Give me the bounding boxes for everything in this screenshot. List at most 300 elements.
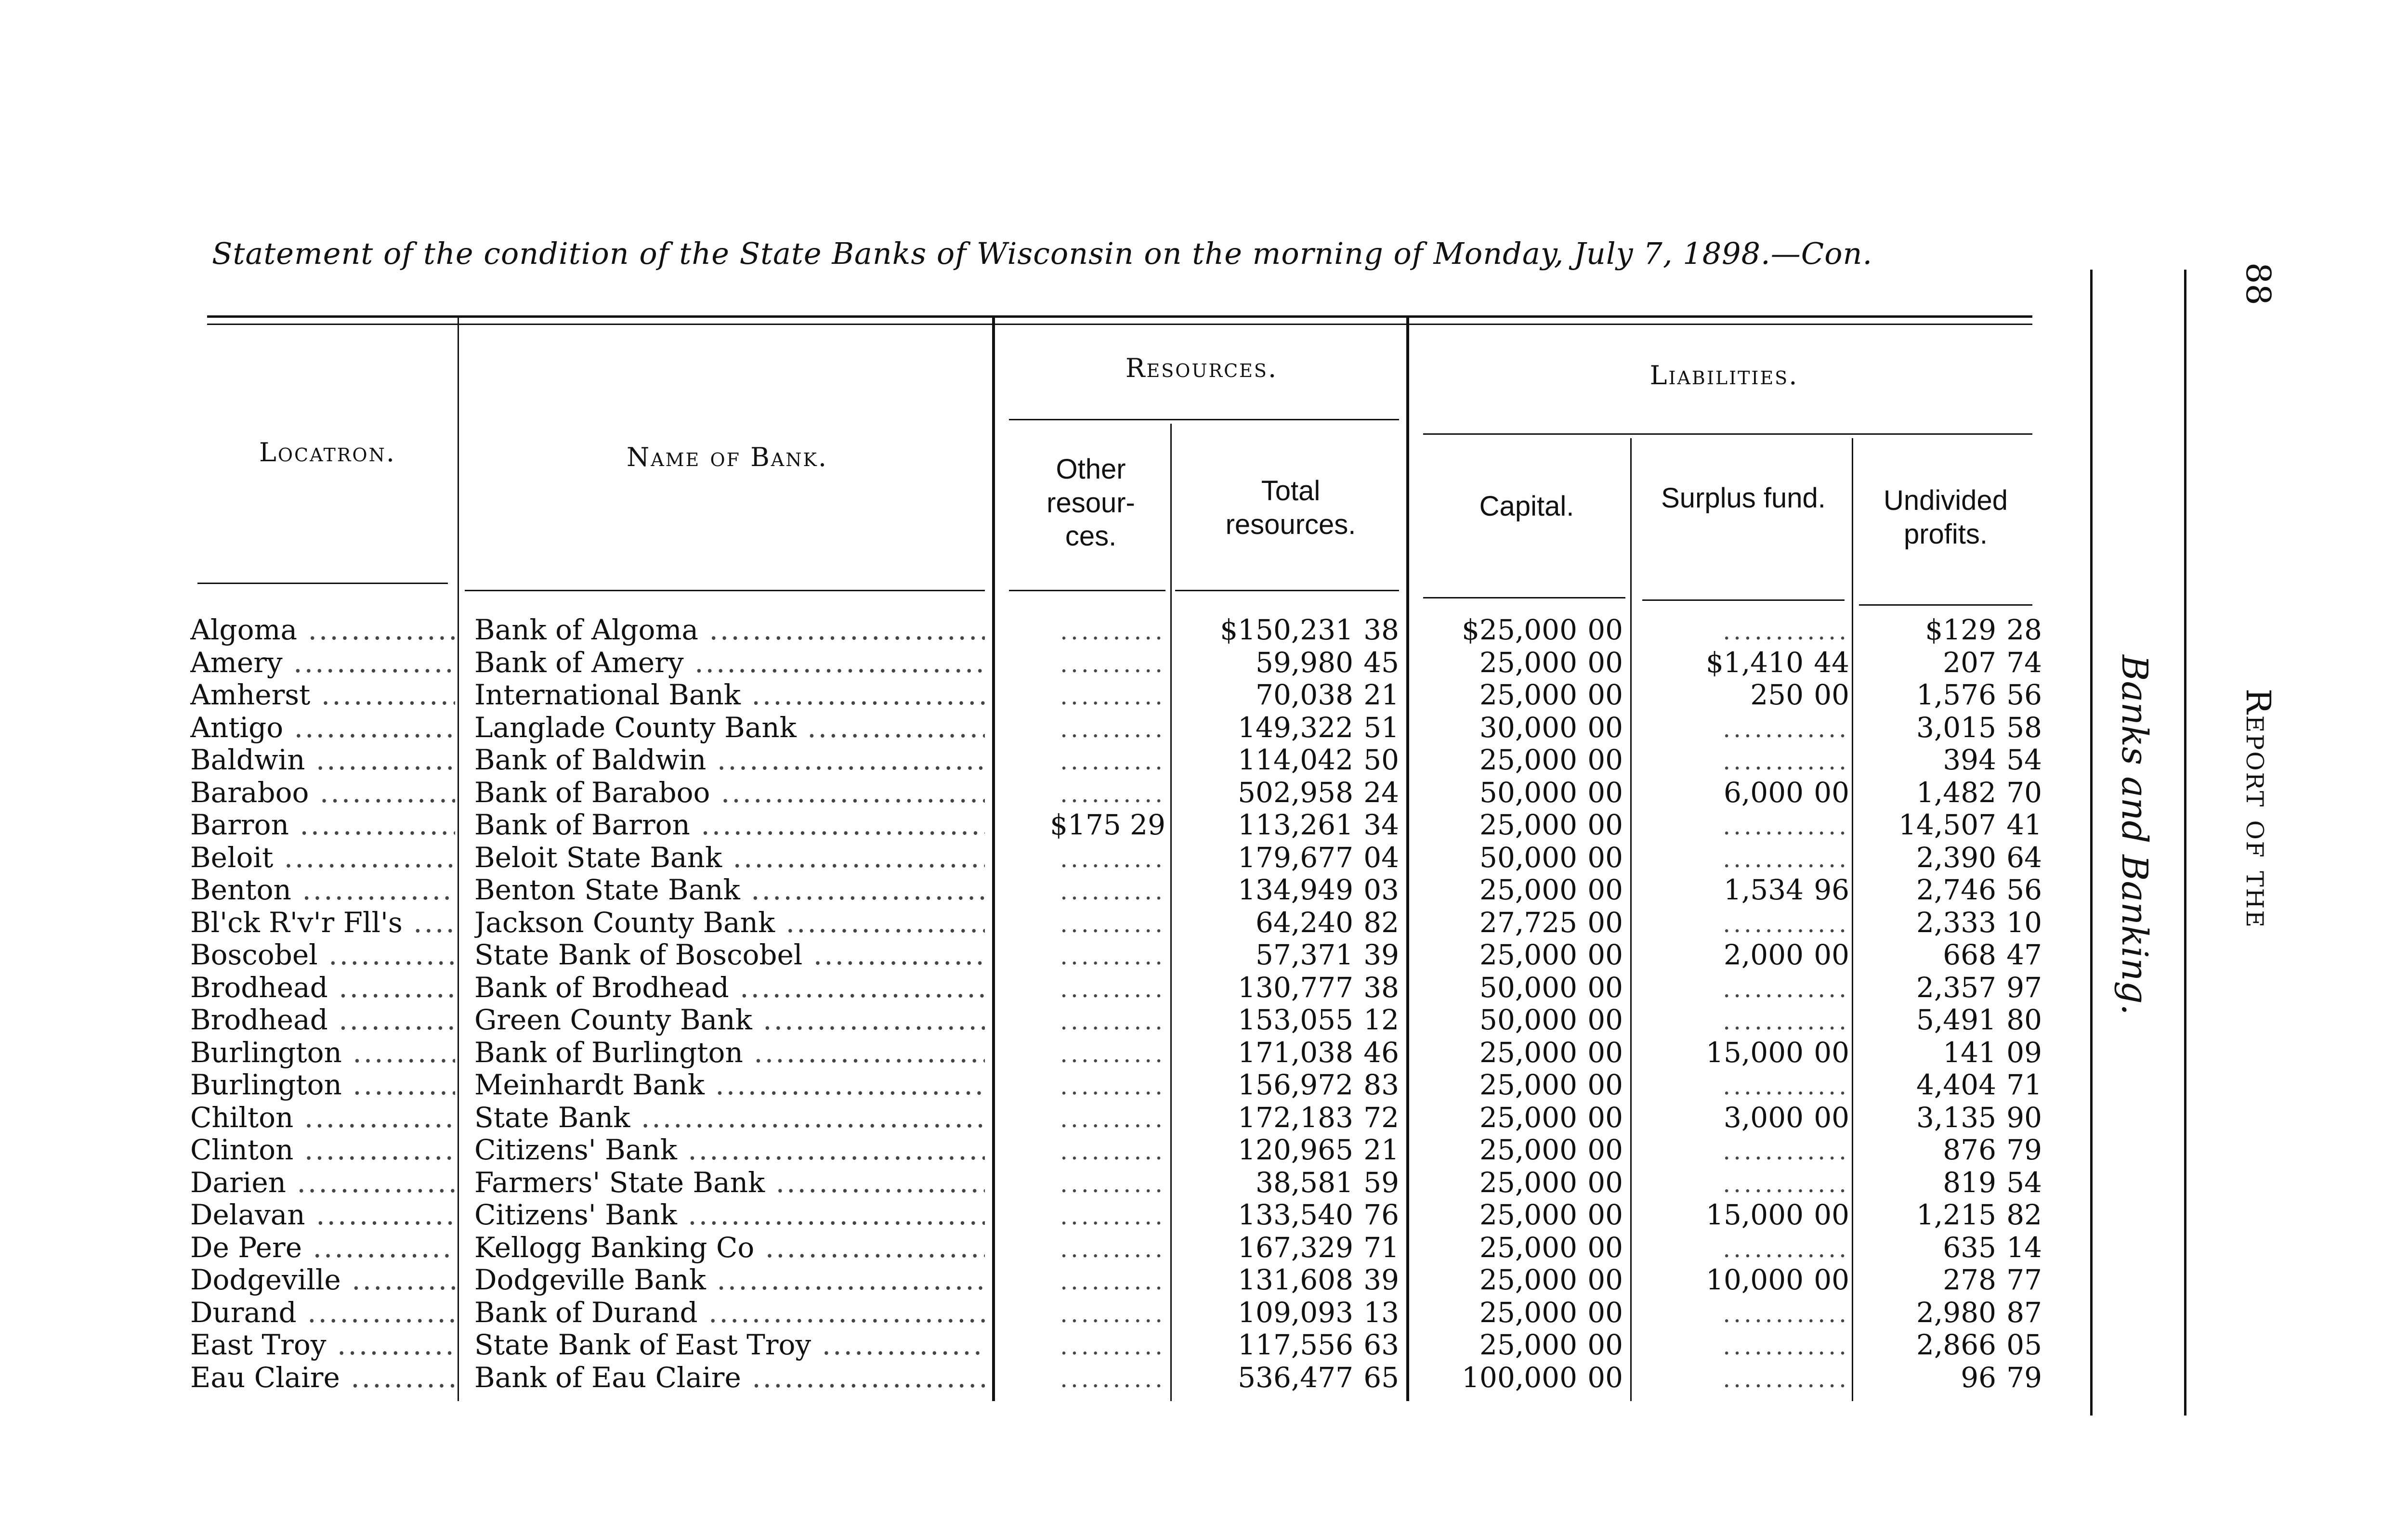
bank-name-cell	[474, 712, 985, 744]
leader-dots: ............	[1723, 909, 1849, 938]
undivided-whole: 2,746	[1916, 874, 1996, 906]
location-text: Baldwin	[190, 744, 305, 776]
undivided-profits-cell	[1864, 1297, 2042, 1329]
bank-name-cell	[474, 809, 985, 842]
undivided-cents: 47	[2006, 939, 2042, 971]
table-row	[0, 874, 2042, 907]
margin-rule-right	[2184, 270, 2186, 1416]
total-resources-whole: 120,965	[1238, 1134, 1353, 1166]
leader-dots: ..........	[1060, 1267, 1165, 1295]
surplus-cents: 00	[1814, 939, 1849, 971]
table-row	[0, 744, 2042, 777]
bank-name-cell	[474, 777, 985, 809]
undivided-whole: 278	[1943, 1264, 1996, 1296]
leader-dots: ............	[1723, 1072, 1849, 1100]
capital-whole: 25,000	[1479, 1296, 1577, 1329]
surplus-cell	[1637, 842, 1849, 876]
capital-whole: 25,000	[1479, 939, 1577, 971]
location-text: Antigo	[190, 711, 284, 744]
undivided-whole: 2,333	[1916, 906, 1996, 939]
total-resources-cell	[1175, 1102, 1399, 1134]
surplus-cell	[1637, 1004, 1849, 1038]
table-row	[0, 1037, 2042, 1069]
location-text: Durand	[190, 1296, 297, 1329]
location-cell	[190, 1264, 455, 1297]
capital-whole: 25,000	[1479, 646, 1577, 679]
total-resources-whole: 59,980	[1256, 646, 1353, 679]
total-resources-cell	[1175, 972, 1399, 1004]
undivided-profits-cell	[1864, 972, 2042, 1004]
capital-cell	[1416, 1264, 1623, 1297]
capital-cents: 00	[1587, 744, 1623, 776]
surplus-cell	[1637, 1167, 1849, 1201]
other-resources-cell	[1007, 777, 1165, 811]
bank-name-cell	[474, 842, 985, 874]
location-cell	[190, 1134, 455, 1167]
surplus-cell	[1637, 679, 1849, 712]
liabilities-rule	[1423, 433, 2032, 435]
capital-whole: 25,000	[1479, 1329, 1577, 1361]
surplus-cell	[1637, 1037, 1849, 1069]
undivided-profits-cell	[1864, 614, 2042, 647]
capital-cents: 00	[1587, 1069, 1623, 1101]
table-row	[0, 1134, 2042, 1167]
capital-cents: 00	[1587, 841, 1623, 874]
location-cell	[190, 1199, 455, 1232]
total-resources-cents: 51	[1363, 711, 1399, 744]
other-resources-value: $175 29	[1050, 809, 1165, 841]
total-resources-cell	[1175, 1199, 1399, 1232]
location-text: Brodhead	[190, 1004, 328, 1036]
capital-cents: 00	[1587, 1101, 1623, 1134]
capital-whole: 25,000	[1479, 679, 1577, 711]
leader-dots: ..........	[1060, 682, 1165, 710]
location-cell	[190, 1232, 455, 1264]
leader-dots: ..........	[1060, 779, 1165, 808]
undivided-cents: 54	[2006, 1166, 2042, 1199]
undivided-profits-cell	[1864, 1264, 2042, 1297]
bank-name-text: Bank of Algoma	[474, 614, 699, 646]
capital-cents: 00	[1587, 1036, 1623, 1069]
capital-cell	[1416, 874, 1623, 907]
table-row	[0, 972, 2042, 1004]
table-row	[0, 1167, 2042, 1199]
leader-dots: ..........	[1060, 1104, 1165, 1133]
total-resources-cents: 12	[1363, 1004, 1399, 1036]
location-cell	[190, 1069, 455, 1102]
header-other-resources: Other resour- ces.	[1047, 454, 1135, 552]
total-resources-cents: 03	[1363, 874, 1399, 906]
other-underline	[1009, 590, 1165, 591]
undivided-cents: 14	[2006, 1231, 2042, 1264]
total-resources-cell	[1175, 1134, 1399, 1167]
total-resources-cents: 63	[1363, 1329, 1399, 1361]
total-resources-cents: 24	[1363, 776, 1399, 809]
total-resources-cell	[1175, 679, 1399, 712]
total-resources-cell	[1175, 1004, 1399, 1037]
bank-name-text: Jackson County Bank	[474, 906, 775, 939]
capital-cents: 00	[1587, 1004, 1623, 1036]
location-text: Chilton	[190, 1101, 294, 1134]
capital-cell	[1416, 907, 1623, 939]
leader-dots: ............	[1723, 1169, 1849, 1198]
bank-name-cell	[474, 1069, 985, 1102]
bank-name-cell	[474, 972, 985, 1004]
undivided-whole: 141	[1943, 1036, 1996, 1069]
undivided-profits-cell	[1864, 679, 2042, 712]
bank-name-text: State Bank	[474, 1101, 630, 1134]
capital-whole: 30,000	[1479, 711, 1577, 744]
table-row	[0, 777, 2042, 809]
surplus-cell	[1637, 1232, 1849, 1266]
location-cell	[190, 1102, 455, 1134]
capital-cents: 00	[1587, 776, 1623, 809]
capital-cents: 00	[1587, 809, 1623, 841]
location-text: De Pere	[190, 1231, 302, 1264]
total-resources-cents: 21	[1363, 679, 1399, 711]
undivided-whole: 1,482	[1916, 776, 1996, 809]
capital-cents: 00	[1587, 1296, 1623, 1329]
total-resources-cell	[1175, 777, 1399, 809]
header-location: Locatron.	[259, 437, 396, 468]
bank-name-cell	[474, 1102, 985, 1134]
table-row	[0, 1004, 2042, 1037]
total-resources-cell	[1175, 712, 1399, 744]
undivided-whole: 96	[1961, 1361, 1996, 1394]
page-number: 88	[2238, 262, 2278, 306]
surplus-cell	[1637, 1102, 1849, 1134]
surplus-cell	[1637, 1362, 1849, 1396]
total-resources-whole: $150,231	[1220, 614, 1353, 646]
table-row	[0, 1069, 2042, 1102]
leader-dots: ..........	[1060, 1039, 1165, 1068]
leader-dots: ............	[1723, 1007, 1849, 1035]
undivided-cents: 82	[2006, 1199, 2042, 1231]
other-resources-cell	[1007, 842, 1165, 876]
surplus-whole: 1,534	[1723, 874, 1804, 906]
other-resources-cell	[1007, 1297, 1165, 1331]
surplus-cents: 00	[1814, 1264, 1849, 1296]
bank-name-text: Citizens' Bank	[474, 1134, 677, 1166]
total-resources-whole: 113,261	[1238, 809, 1353, 841]
capital-cents: 00	[1587, 1264, 1623, 1296]
location-cell	[190, 647, 455, 679]
table-row	[0, 647, 2042, 679]
bank-name-text: Langlade County Bank	[474, 711, 797, 744]
header-total-resources: Total resources.	[1225, 475, 1356, 540]
total-resources-whole: 502,958	[1238, 776, 1353, 809]
undivided-whole: 819	[1943, 1166, 1996, 1199]
capital-cell	[1416, 1232, 1623, 1264]
capital-cents: 00	[1587, 679, 1623, 711]
total-resources-cell	[1175, 809, 1399, 842]
header-name-of-bank: Name of Bank.	[626, 442, 828, 472]
undivided-cents: 64	[2006, 841, 2042, 874]
total-resources-cents: 04	[1363, 841, 1399, 874]
table-row	[0, 1297, 2042, 1329]
other-resources-cell	[1007, 1037, 1165, 1071]
table-body	[0, 614, 2042, 1394]
name-underline	[465, 590, 985, 591]
total-underline	[1175, 590, 1399, 591]
capital-cell	[1416, 939, 1623, 972]
location-cell	[190, 939, 455, 972]
surplus-cents: 00	[1814, 776, 1849, 809]
location-cell	[190, 874, 455, 907]
total-resources-cell	[1175, 647, 1399, 679]
bank-name-cell	[474, 1004, 985, 1037]
capital-whole: 100,000	[1462, 1361, 1577, 1394]
leader-dots: ..........	[1060, 1072, 1165, 1100]
surplus-whole: 3,000	[1723, 1101, 1804, 1134]
location-cell	[190, 1362, 455, 1394]
capital-whole: 25,000	[1479, 1069, 1577, 1101]
leader-dots: ..........	[1060, 1332, 1165, 1360]
capital-cell	[1416, 842, 1623, 874]
surplus-cents: 00	[1814, 1036, 1849, 1069]
undivided-profits-cell	[1864, 1167, 2042, 1199]
leader-dots: ..........	[1060, 747, 1165, 775]
surplus-cell	[1637, 1134, 1849, 1168]
capital-cents: 00	[1587, 939, 1623, 971]
total-resources-cents: 76	[1363, 1199, 1399, 1231]
total-resources-whole: 131,608	[1238, 1264, 1353, 1296]
undivided-cents: 74	[2006, 646, 2042, 679]
location-cell	[190, 679, 455, 712]
undivided-whole: 2,980	[1916, 1296, 1996, 1329]
header-resources: Resources.	[1125, 353, 1278, 383]
undivided-profits-cell	[1864, 842, 2042, 874]
surplus-cents: 96	[1814, 874, 1849, 906]
location-cell	[190, 744, 455, 777]
total-resources-whole: 134,949	[1238, 874, 1353, 906]
capital-cell	[1416, 1037, 1623, 1069]
total-resources-cell	[1175, 1037, 1399, 1069]
location-text: Benton	[190, 874, 291, 906]
other-resources-cell	[1007, 1264, 1165, 1298]
undivided-whole: 207	[1943, 646, 1996, 679]
leader-dots: ............	[1723, 747, 1849, 775]
location-text: Eau Claire	[190, 1361, 340, 1394]
other-resources-cell	[1007, 1069, 1165, 1103]
total-resources-cents: 38	[1363, 614, 1399, 646]
bank-name-text: Beloit State Bank	[474, 841, 722, 874]
capital-cell	[1416, 1297, 1623, 1329]
undivided-whole: 1,215	[1916, 1199, 1996, 1231]
undivided-cents: 09	[2006, 1036, 2042, 1069]
undivided-cents: 41	[2006, 809, 2042, 841]
bank-name-text: Bank of Burlington	[474, 1036, 743, 1069]
total-resources-cell	[1175, 907, 1399, 939]
total-resources-cents: 13	[1363, 1296, 1399, 1329]
total-resources-whole: 133,540	[1238, 1199, 1353, 1231]
undivided-cents: 79	[2006, 1134, 2042, 1166]
total-resources-cell	[1175, 744, 1399, 777]
capital-cents: 00	[1587, 906, 1623, 939]
undivided-profits-cell	[1864, 1134, 2042, 1167]
undivided-cents: 58	[2006, 711, 2042, 744]
other-resources-cell	[1007, 679, 1165, 713]
table-row	[0, 842, 2042, 874]
bank-name-cell	[474, 1232, 985, 1264]
capital-cents: 00	[1587, 971, 1623, 1004]
surplus-cell	[1637, 712, 1849, 746]
bank-name-text: Citizens' Bank	[474, 1199, 677, 1231]
undivided-whole: 2,866	[1916, 1329, 1996, 1361]
location-text: Boscobel	[190, 939, 318, 971]
capital-whole: 25,000	[1479, 1231, 1577, 1264]
undivided-profits-cell	[1864, 712, 2042, 744]
undivided-profits-cell	[1864, 1069, 2042, 1102]
other-resources-cell	[1007, 1102, 1165, 1136]
location-cell	[190, 614, 455, 647]
location-cell	[190, 712, 455, 744]
table-row	[0, 1102, 2042, 1134]
capital-whole: 25,000	[1479, 1134, 1577, 1166]
surplus-cell	[1637, 907, 1849, 941]
bank-name-cell	[474, 1297, 985, 1329]
total-resources-whole: 57,371	[1256, 939, 1353, 971]
capital-cell	[1416, 1004, 1623, 1037]
other-resources-cell	[1007, 1199, 1165, 1233]
undivided-whole: 394	[1943, 744, 1996, 776]
bank-name-cell	[474, 679, 985, 712]
bank-name-text: Bank of Brodhead	[474, 971, 729, 1004]
undivided-whole: 876	[1943, 1134, 1996, 1166]
surplus-whole: 15,000	[1706, 1036, 1804, 1069]
total-resources-cell	[1175, 1264, 1399, 1297]
total-resources-cents: 65	[1363, 1361, 1399, 1394]
leader-dots: ............	[1723, 844, 1849, 873]
total-resources-cents: 82	[1363, 906, 1399, 939]
location-text: Amherst	[190, 679, 311, 711]
location-text: Bl'ck R'v'r Fll's	[190, 906, 403, 939]
other-resources-cell	[1007, 809, 1165, 842]
total-resources-cents: 50	[1363, 744, 1399, 776]
other-resources-cell	[1007, 1134, 1165, 1168]
leader-dots: ............	[1723, 974, 1849, 1003]
surplus-cell	[1637, 874, 1849, 907]
location-text: Delavan	[190, 1199, 305, 1231]
other-resources-cell	[1007, 744, 1165, 778]
location-cell	[190, 809, 455, 842]
table-row	[0, 1232, 2042, 1264]
header-surplus-fund: Surplus fund.	[1661, 482, 1826, 514]
location-text: Burlington	[190, 1069, 342, 1101]
total-resources-cents: 71	[1363, 1231, 1399, 1264]
capital-whole: $25,000	[1462, 614, 1577, 646]
surplus-cell	[1637, 809, 1849, 843]
capital-cell	[1416, 777, 1623, 809]
capital-cell	[1416, 972, 1623, 1004]
table-row	[0, 712, 2042, 744]
undivided-whole: 14,507	[1898, 809, 1996, 841]
capital-cents: 00	[1587, 1199, 1623, 1231]
undivided-profits-cell	[1864, 1329, 2042, 1362]
undivided-cents: 77	[2006, 1264, 2042, 1296]
capital-cents: 00	[1587, 1231, 1623, 1264]
bank-name-text: Bank of Barron	[474, 809, 690, 841]
total-resources-whole: 70,038	[1256, 679, 1353, 711]
total-resources-whole: 171,038	[1238, 1036, 1353, 1069]
capital-cell	[1416, 1329, 1623, 1362]
undivided-profits-cell	[1864, 907, 2042, 939]
other-resources-cell	[1007, 972, 1165, 1006]
total-resources-whole: 149,322	[1238, 711, 1353, 744]
leader-dots: ............	[1723, 812, 1849, 840]
location-cell	[190, 842, 455, 874]
undivided-profits-cell	[1864, 1362, 2042, 1394]
capital-whole: 50,000	[1479, 1004, 1577, 1036]
undivided-whole: 5,491	[1916, 1004, 1996, 1036]
undivided-whole: $129	[1925, 614, 1996, 646]
total-resources-cell	[1175, 874, 1399, 907]
location-text: Darien	[190, 1166, 287, 1199]
capital-cell	[1416, 1167, 1623, 1199]
other-resources-cell	[1007, 874, 1165, 908]
bank-name-cell	[474, 1199, 985, 1232]
top-rule-inner	[207, 324, 2032, 325]
capital-whole: 25,000	[1479, 1036, 1577, 1069]
bank-name-text: Benton State Bank	[474, 874, 740, 906]
leader-dots: ............	[1723, 1299, 1849, 1328]
surplus-cell	[1637, 777, 1849, 809]
other-resources-cell	[1007, 939, 1165, 973]
total-resources-cell	[1175, 1167, 1399, 1199]
location-text: Brodhead	[190, 971, 328, 1004]
capital-whole: 25,000	[1479, 744, 1577, 776]
bank-name-cell	[474, 744, 985, 777]
undivided-cents: 97	[2006, 971, 2042, 1004]
surplus-cents: 00	[1814, 1199, 1849, 1231]
bank-name-cell	[474, 907, 985, 939]
leader-dots: ............	[1723, 1332, 1849, 1360]
running-head: Banks and Banking.	[2114, 655, 2155, 1015]
capital-whole: 27,725	[1479, 906, 1577, 939]
undivided-whole: 635	[1943, 1231, 1996, 1264]
total-resources-cents: 21	[1363, 1134, 1399, 1166]
total-resources-whole: 38,581	[1256, 1166, 1353, 1199]
bank-name-cell	[474, 1362, 985, 1394]
total-resources-whole: 130,777	[1238, 971, 1353, 1004]
leader-dots: ..........	[1060, 617, 1165, 645]
surplus-whole: $1,410	[1706, 646, 1804, 679]
location-text: Burlington	[190, 1036, 342, 1069]
total-resources-cents: 83	[1363, 1069, 1399, 1101]
total-resources-cents: 39	[1363, 1264, 1399, 1296]
table-row	[0, 1199, 2042, 1232]
undivided-cents: 54	[2006, 744, 2042, 776]
undivided-whole: 3,135	[1916, 1101, 1996, 1134]
capital-whole: 50,000	[1479, 776, 1577, 809]
leader-dots: ............	[1723, 1137, 1849, 1165]
undivided-cents: 71	[2006, 1069, 2042, 1101]
undivided-cents: 79	[2006, 1361, 2042, 1394]
leader-dots: ..........	[1060, 1202, 1165, 1230]
bank-name-cell	[474, 939, 985, 972]
undivided-cents: 80	[2006, 1004, 2042, 1036]
leader-dots: ..........	[1060, 1137, 1165, 1165]
capital-whole: 25,000	[1479, 1199, 1577, 1231]
location-text: Clinton	[190, 1134, 294, 1166]
table-row	[0, 907, 2042, 939]
total-resources-cell	[1175, 1297, 1399, 1329]
undivided-profits-cell	[1864, 647, 2042, 679]
capital-cell	[1416, 1362, 1623, 1394]
total-resources-cents: 39	[1363, 939, 1399, 971]
leader-dots: ............	[1723, 1364, 1849, 1393]
total-resources-cell	[1175, 1232, 1399, 1264]
